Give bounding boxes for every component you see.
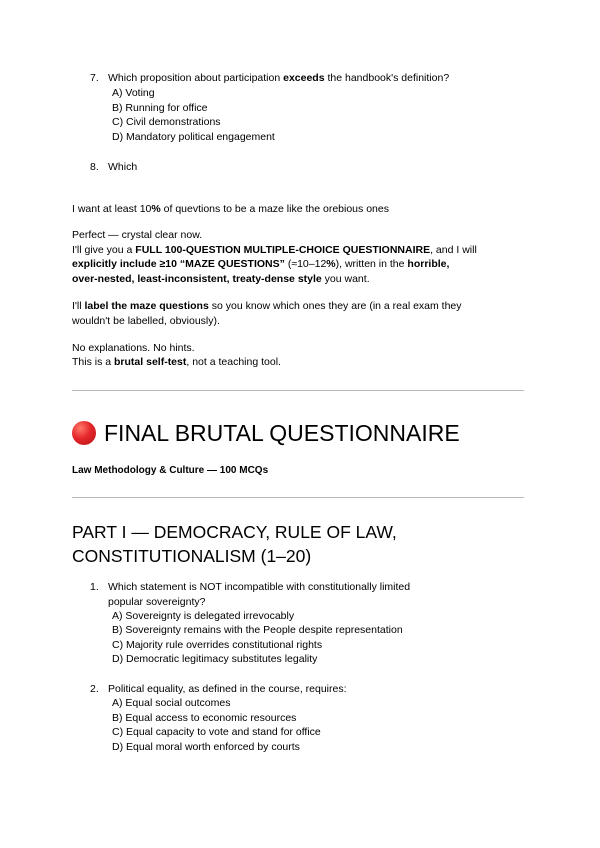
section-heading <box>72 520 397 568</box>
reply-line <box>72 272 370 287</box>
option-b: B) Sovereignty remains with the People despite representation <box>112 624 403 636</box>
section-heading-line: CONSTITUTIONALISM (1–20) <box>72 546 312 566</box>
option-b: B) Running for office <box>112 102 208 114</box>
option-c: C) Majority rule overrides constitutional rights <box>112 639 323 651</box>
horizontal-divider <box>72 390 524 391</box>
reply-line <box>72 299 462 314</box>
reply-text: so you know which ones they are (in a real exam they <box>208 300 462 312</box>
horizontal-divider <box>72 497 524 498</box>
page-subtitle: Law Methodology & Culture — 100 MCQs <box>72 465 269 476</box>
reply-line <box>72 257 449 272</box>
option-d: D) Mandatory political engagement <box>112 131 275 143</box>
reply-line: wouldn't be labelled, obviously). <box>72 315 220 327</box>
question-stem: Which <box>108 161 138 173</box>
reply-text: This is a <box>72 356 115 368</box>
reply-bold: explicitly include ≥10 “MAZE QUESTIONS” <box>72 258 285 270</box>
question-stem: Which statement is NOT incompatible with constitutionally limited popular sovereignty? <box>108 581 411 608</box>
reply-text: (≈10–12 <box>284 258 327 270</box>
reply-bold: FULL 100-QUESTION MULTIPLE-CHOICE QUESTIONNAIRE <box>135 244 431 256</box>
question-number: 8. <box>90 161 99 173</box>
option-a: A) Sovereignty is delegated irrevocably <box>112 610 295 622</box>
option-a: A) Equal social outcomes <box>112 697 231 709</box>
reply-bold: horrible, <box>407 258 450 270</box>
title-text: FINAL BRUTAL QUESTIONNAIRE <box>104 420 460 446</box>
reply-text: , and I will <box>430 244 477 256</box>
stem-bold: exceeds <box>283 72 325 84</box>
option-d: D) Equal moral worth enforced by courts <box>112 741 300 753</box>
option-c: C) Equal capacity to vote and stand for office <box>112 726 321 738</box>
option-c: C) Civil demonstrations <box>112 116 221 128</box>
red-circle-icon <box>72 421 96 445</box>
message-text: of quevtions to be a maze like the orebious ones <box>160 203 389 215</box>
question-number: 1. <box>90 581 99 593</box>
message-text: I want at least 10 <box>72 203 152 215</box>
stem-text: Which proposition about participation <box>108 72 284 84</box>
reply-bold: label the maze questions <box>84 300 209 312</box>
question-number: 2. <box>90 683 99 695</box>
reply-line <box>72 243 477 258</box>
reply-text: you want. <box>321 273 370 285</box>
reply-bold: over-nested, least-inconsistent, treaty-dense style <box>72 273 322 285</box>
section-heading-line: PART I — DEMOCRACY, RULE OF LAW, <box>72 522 397 542</box>
option-d: D) Democratic legitimacy substitutes legality <box>112 653 318 665</box>
reply-line: Perfect — crystal clear now. <box>72 229 203 241</box>
reply-bold: brutal self-test <box>114 356 187 368</box>
message-bold: % <box>151 203 161 215</box>
reply-text: ), written in the <box>335 258 408 270</box>
user-message <box>72 202 389 217</box>
reply-text: I'll <box>72 300 85 312</box>
reply-text: I'll give you a <box>72 244 136 256</box>
question-stem: Political equality, as defined in the course, requires: <box>108 683 347 695</box>
question-number: 7. <box>90 72 99 84</box>
option-a: A) Voting <box>112 87 155 99</box>
page-title <box>72 418 460 448</box>
reply-text: , not a teaching tool. <box>186 356 281 368</box>
reply-bold: % <box>326 258 336 270</box>
option-b: B) Equal access to economic resources <box>112 712 297 724</box>
stem-text: the handbook's definition? <box>324 72 450 84</box>
question-stem <box>108 71 449 86</box>
reply-line <box>72 355 281 370</box>
reply-line: No explanations. No hints. <box>72 342 195 354</box>
